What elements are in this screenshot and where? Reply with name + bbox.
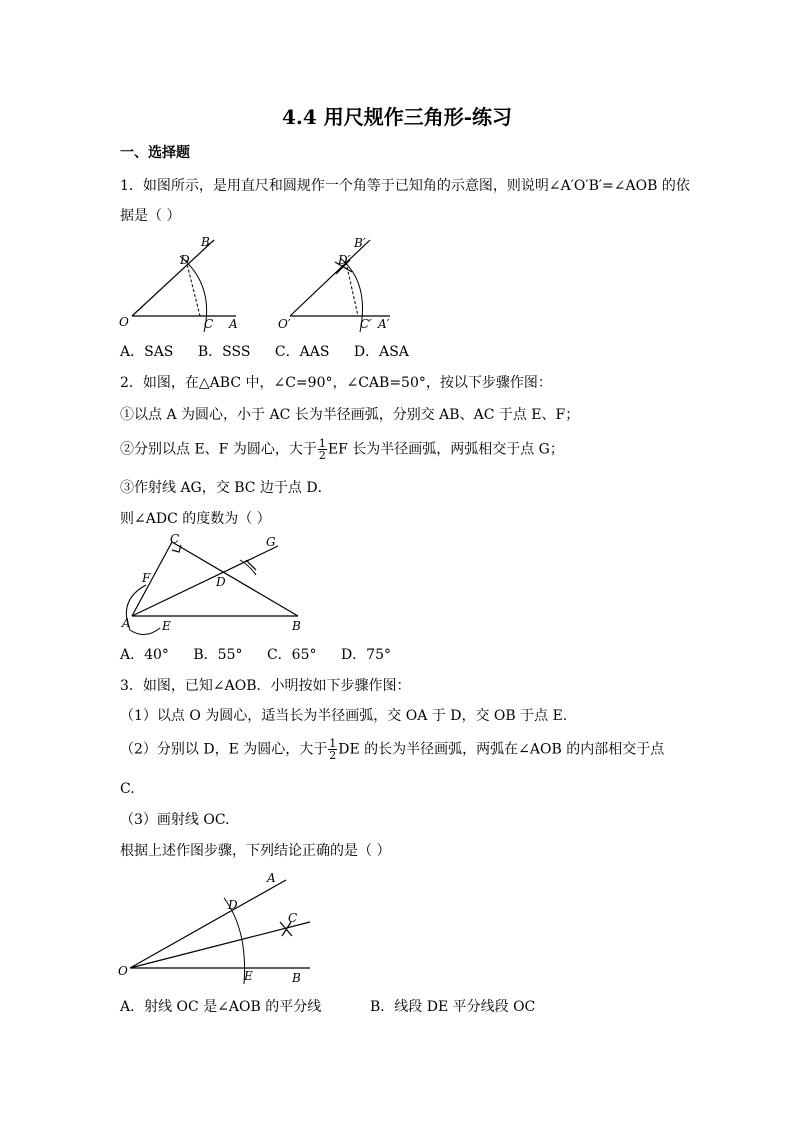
q3-stem: 3．如图，已知∠AOB．小明按如下步骤作图： xyxy=(120,678,411,694)
q3-option-a: A．射线 OC 是∠AOB 的平分线 xyxy=(120,999,322,1015)
q3-label-O: O xyxy=(118,964,128,978)
q2-option-d: D．75° xyxy=(340,647,391,663)
q2-step1: ①以点 A 为圆心，小于 AC 长为半径画弧，分别交 AB、AC 于点 E、F； xyxy=(120,407,580,423)
q1-option-d: D．ASA xyxy=(353,344,409,360)
q1-stem-line1: 1．如图所示，是用直尺和圆规作一个角等于已知角的示意图，则说明∠A′O′B′=∠AOB 的依 xyxy=(120,178,690,194)
q2-fraction-numerator: 1 xyxy=(318,437,326,450)
q2-step2-part2: EF 长为半径画弧，两弧相交于点 G； xyxy=(327,441,564,458)
q1-left-label-O: O xyxy=(119,315,129,329)
q2-stem: 2．如图，在△ABC 中，∠C=90°，∠CAB=50°，按以下步骤作图： xyxy=(120,375,552,391)
q2-fraction-denominator: 2 xyxy=(318,449,326,462)
q3-label-B: B xyxy=(292,971,301,985)
q1-stem-line2: 据是（ ） xyxy=(120,208,181,224)
q2-label-B: B xyxy=(292,619,301,633)
q2-step2-part1: ②分别以点 E、F 为圆心，大于 xyxy=(120,441,317,458)
q2-label-C: C xyxy=(170,532,180,546)
q1-right-label-O: O′ xyxy=(278,317,291,331)
q3-fraction-numerator: 1 xyxy=(329,737,337,750)
q1-left-label-C: C xyxy=(204,317,214,331)
q1-option-a: A．SAS xyxy=(120,344,174,360)
q1-right-label-D: D′ xyxy=(338,253,351,267)
q2-label-G: G xyxy=(266,535,276,549)
q3-option-b: B．线段 DE 平分线段 OC xyxy=(370,999,536,1015)
q1-right-label-B: B′ xyxy=(354,236,366,250)
q1-left-label-A: A xyxy=(229,317,238,331)
q1-option-c: C．AAS xyxy=(274,344,330,360)
q2-option-a: A．40° xyxy=(120,647,169,663)
q2-label-F: F xyxy=(142,571,151,585)
q3-step2-part1: （2）分别以 D，E 为圆心，大于 xyxy=(120,741,328,758)
q2-label-D: D xyxy=(216,575,226,589)
q3-fraction-denominator: 2 xyxy=(329,749,337,762)
q3-label-A: A xyxy=(267,871,276,885)
q3-label-C: C xyxy=(288,911,298,925)
q2-label-A: A xyxy=(122,616,131,630)
q1-left-label-B: B xyxy=(201,235,210,249)
q2-step3: ③作射线 AG，交 BC 边于点 D． xyxy=(120,480,332,496)
q1-right-label-C: C′ xyxy=(360,317,372,331)
q3-label-E: E xyxy=(244,969,253,983)
q1-right-label-A: A′ xyxy=(378,317,390,331)
q2-option-c: C．65° xyxy=(266,647,317,663)
q1-left-label-D: D xyxy=(180,253,190,267)
q3-step3: （3）画射线 OC. xyxy=(120,812,230,828)
page-title: 4.4 用尺规作三角形-练习 xyxy=(281,105,513,129)
q2-option-b: B．55° xyxy=(193,647,243,663)
q3-label-D: D xyxy=(228,898,238,912)
section-heading: 一、选择题 xyxy=(120,145,190,161)
q3-question: 根据上述作图步骤，下列结论正确的是（ ） xyxy=(120,843,391,859)
q3-step1: （1）以点 O 为圆心，适当长为半径画弧，交 OA 于 D，交 OB 于点 E. xyxy=(120,708,568,724)
q2-question: 则∠ADC 的度数为（ ） xyxy=(120,511,271,527)
q3-step2-continued: C. xyxy=(120,781,135,797)
q1-option-b: B．SSS xyxy=(197,344,251,360)
q3-step2-part2: DE 的长为半径画弧，两弧在∠AOB 的内部相交于点 xyxy=(338,741,665,758)
q2-label-E: E xyxy=(162,619,171,633)
